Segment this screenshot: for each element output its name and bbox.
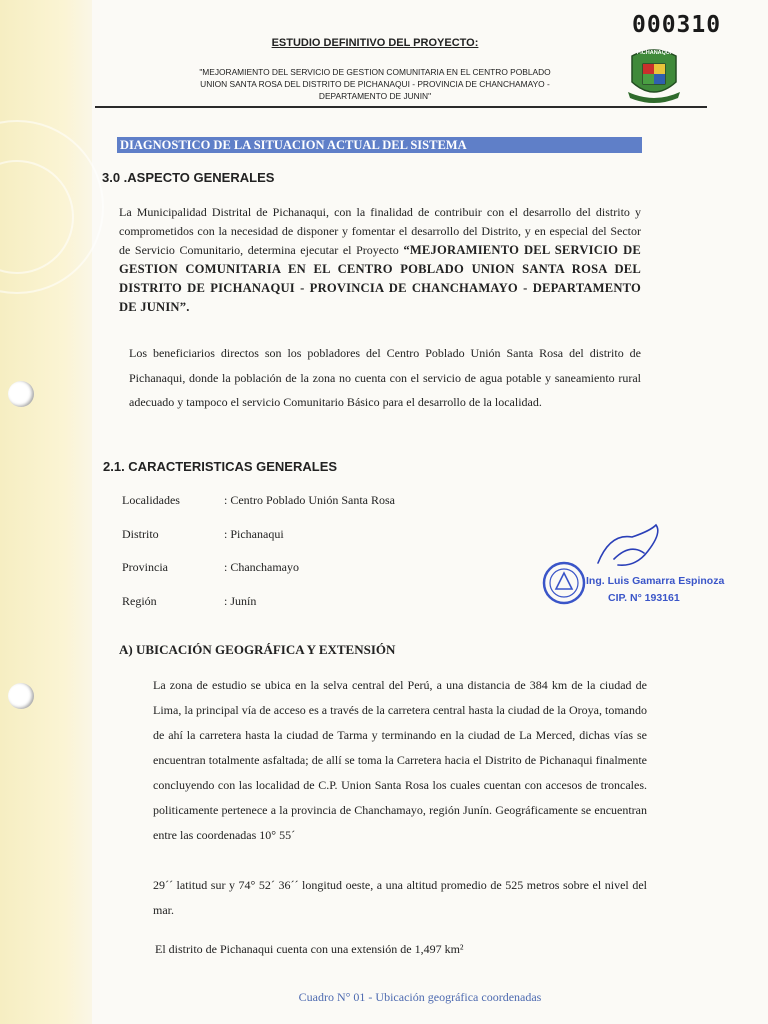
punch-hole xyxy=(8,381,34,407)
municipal-crest-logo xyxy=(624,42,684,104)
value-provincia: : Chanchamayo xyxy=(224,560,299,574)
section-banner: DIAGNOSTICO DE LA SITUACION ACTUAL DEL SISTEMA xyxy=(117,137,642,153)
paragraph-intro xyxy=(119,203,641,317)
header-title: ESTUDIO DEFINITIVO DEL PROYECTO: xyxy=(271,37,479,49)
header-subtitle-line: "MEJORAMIENTO DEL SERVICIO DE GESTION COMUNITARIA EN EL CENTRO POBLADO xyxy=(199,67,551,77)
label-distrito: Distrito xyxy=(122,527,159,541)
value-localidades: : Centro Poblado Unión Santa Rosa xyxy=(224,493,395,507)
label-provincia: Provincia xyxy=(122,560,168,574)
project-title-bold: “MEJORAMIENTO DEL SERVICIO DE GESTION COMUNITARIA EN EL CENTRO POBLADO UNION SANTA ROSA DEL DISTRITO DE PICHANAQUI - PROVINCIA DE CHANCHAMAYO - DEPARTAMENTO DE JUNIN”. xyxy=(119,243,641,314)
value-distrito: : Pichanaqui xyxy=(224,527,284,541)
heading-caracteristicas-generales: 2.1. CARACTERISTICAS GENERALES xyxy=(103,459,338,474)
header-subtitle-line: UNION SANTA ROSA DEL DISTRITO DE PICHANAQUI - PROVINCIA DE CHANCHAMAYO - xyxy=(200,79,550,89)
header-subtitle xyxy=(160,66,590,102)
paragraph-ubicacion: La zona de estudio se ubica en la selva central del Perú, a una distancia de 384 km de la ciudad de Lima, la principal vía de acceso es a través de la carretera central hasta la ciudad de la Oroya, tomando de ahí la carretera hasta la ciudad de Tarma y terminando en la ciudad de La Merced, dichas vías se encuentran totalmente asfaltada; de allí se toma la Carretera hacia el Distrito de Pichanaqui finalmente concluyendo con las localidad de C.P. Union Santa Rosa los cuales cuentan con accesos de troncales. politicamente pertenece a la provincia de Chanchamayo, región Junín. Geográficamente se encuentran entre las coordenadas 10° 55´ xyxy=(153,678,647,842)
value-region: : Junín xyxy=(224,594,257,608)
label-localidades: Localidades xyxy=(122,493,180,507)
crest-text: PICHANAQUI xyxy=(636,50,672,56)
stamp-name: Ing. Luis Gamarra Espinoza xyxy=(586,575,725,587)
table-caption: Cuadro N° 01 - Ubicación geográfica coordenadas xyxy=(298,990,542,1004)
punch-hole xyxy=(8,683,34,709)
header-subtitle-line: DEPARTAMENTO DE JUNIN" xyxy=(318,91,432,101)
paragraph-extension: El distrito de Pichanaqui cuenta con una extensión de 1,497 km² xyxy=(155,942,464,956)
paragraph-beneficiaries: Los beneficiarios directos son los pobladores del Centro Poblado Unión Santa Rosa del distrito de Pichanaqui, donde la población de la zona no cuenta con el servicio de agua potable y saneamiento rural adecuado y tampoco el servicio Comunitario Básico para el desarrollo de la localidad. xyxy=(129,346,641,409)
heading-aspecto-generales: 3.0 .ASPECTO GENERALES xyxy=(102,170,275,185)
stamp-cip: CIP. N° 193161 xyxy=(608,592,680,604)
paragraph-coordinates: 29´´ latitud sur y 74° 52´ 36´´ longitud oeste, a una altitud promedio de 525 metros sobre el nivel del mar. xyxy=(153,878,647,917)
heading-ubicacion: A) UBICACIÓN GEOGRÁFICA Y EXTENSIÓN xyxy=(119,642,396,657)
paragraph-intro-text: La Municipalidad Distrital de Pichanaqui, con la finalidad de contribuir con el desarrollo del distrito y comprometidos con la necesidad de disponer y fomentar el desarrollo del Distrito, y en especial del Sector de Servicio Comunitario, determina ejecutar el Proyecto xyxy=(119,205,641,257)
left-margin-strip xyxy=(0,0,92,1024)
label-region: Región xyxy=(122,594,157,608)
header-divider xyxy=(95,106,707,108)
page-number: 000310 xyxy=(632,12,722,38)
